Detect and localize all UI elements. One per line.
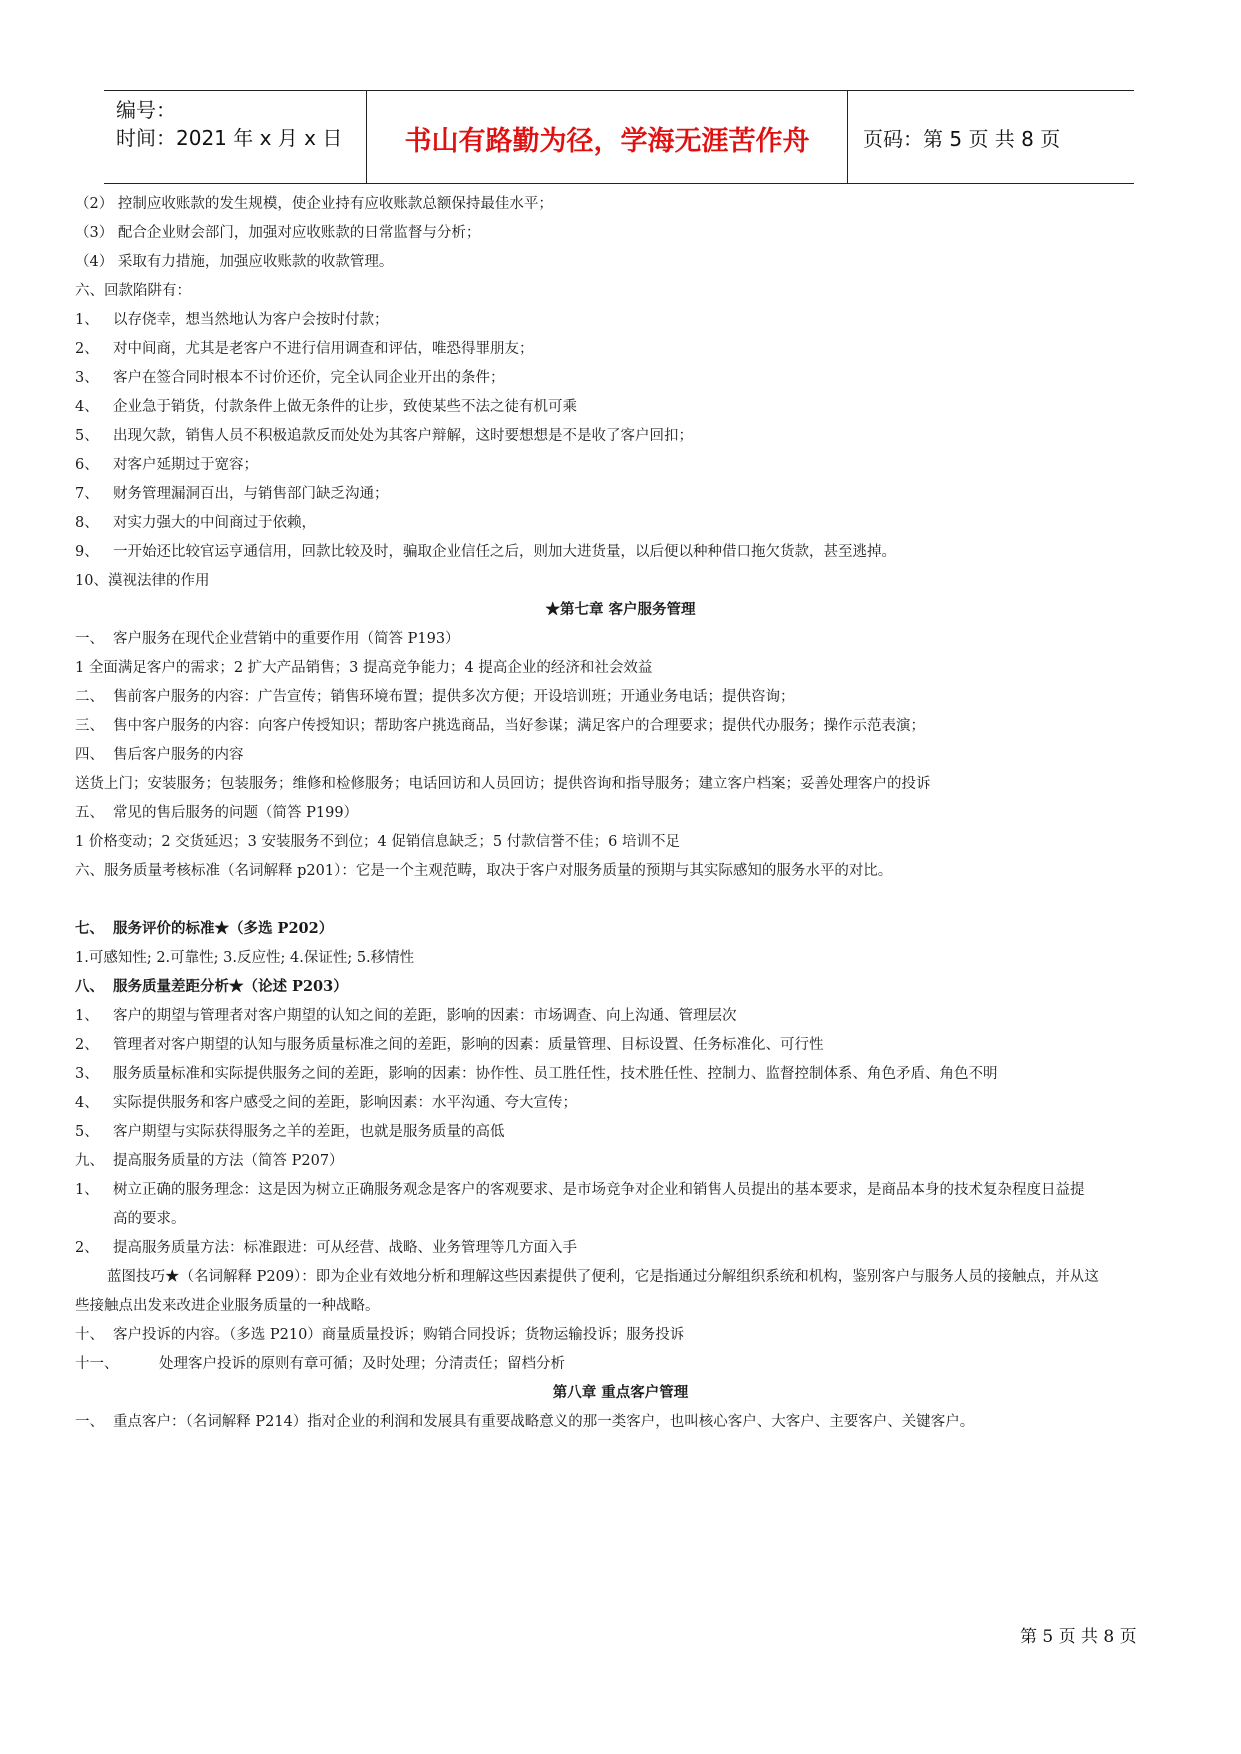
list-text: 对客户延期过于宽容； (113, 457, 258, 473)
list-item (75, 1123, 505, 1141)
list-number: 5、 (75, 428, 99, 444)
list-text: 实际提供服务和客户感受之间的差距，影响因素：水平沟通、夸大宣传； (113, 1095, 577, 1111)
section-text: 客户投诉的内容。（多选 P210）商量质量投诉；购销合同投诉；货物运输投诉；服务投诉 (113, 1327, 685, 1343)
list-number: 9、 (75, 544, 99, 560)
list-text: 管理者对客户期望的认知与服务质量标准之间的差距，影响的因素：质量管理、目标设置、任务标准化、可行性 (113, 1037, 824, 1053)
list-number: 4、 (75, 399, 99, 415)
list-number: 4、 (75, 1095, 99, 1111)
list-number: 2、 (75, 1240, 99, 1256)
list-text: 客户在签合同时根本不讨价还价，完全认同企业开出的条件； (113, 370, 505, 386)
list-item (75, 398, 577, 416)
list-text: 对中间商，尤其是老客户不进行信用调查和评估，唯恐得罪朋友； (113, 341, 534, 357)
list-number: 3、 (75, 1066, 99, 1082)
section-text: 售中客户服务的内容：向客户传授知识；帮助客户挑选商品，当好参谋；满足客户的合理要求；提供代办服务；操作示范表演； (113, 718, 925, 734)
list-item (75, 514, 316, 532)
list-item (75, 456, 258, 474)
list-number: 8、 (75, 515, 99, 531)
list-text: 服务质量标准和实际提供服务之间的差距，影响的因素：协作性、员工胜任性，技术胜任性、控制力、监督控制体系、角色矛盾、角色不明 (113, 1066, 998, 1082)
section-item (75, 1326, 684, 1344)
section-number: 一、 (75, 631, 104, 647)
body-line: 送货上门；安装服务；包装服务；维修和检修服务；电话回访和人员回访；提供咨询和指导服务；建立客户档案；妥善处理客户的投诉 (75, 776, 931, 792)
list-item (75, 1181, 1085, 1199)
section-item (75, 630, 460, 648)
section-text: 服务评价的标准★（多选 P202） (113, 920, 334, 937)
list-item (75, 311, 389, 329)
section-item (75, 1152, 344, 1170)
body-line: （2） 控制应收账款的发生规模，使企业持有应收账款总额保持最佳水平； (75, 196, 553, 212)
body-line: 六、回款陷阱有： (75, 283, 191, 299)
section-number: 十、 (75, 1327, 104, 1343)
section-number: 十一、 (75, 1356, 119, 1372)
list-item (75, 1094, 577, 1112)
list-item (75, 543, 896, 561)
body-line: 1 价格变动；2 交货延迟；3 安装服务不到位；4 促销信息缺乏；5 付款信誉不佳；6 培训不足 (75, 834, 681, 850)
section-number: 七、 (75, 920, 104, 937)
body-line: （4） 采取有力措施，加强应收账款的收款管理。 (75, 254, 394, 270)
section-number: 三、 (75, 718, 104, 734)
header-motto: 书山有路勤为径，学海无涯苦作舟 (404, 126, 810, 157)
list-item (75, 427, 693, 445)
list-item (75, 1007, 737, 1025)
body-line: 1 全面满足客户的需求；2 扩大产品销售；3 提高竞争能力；4 提高企业的经济和社会效益 (75, 660, 653, 676)
body-line: 1.可感知性; 2.可靠性; 3.反应性; 4.保证性; 5.移情性 (75, 950, 415, 966)
list-text: 以存侥幸，想当然地认为客户会按时付款； (113, 312, 389, 328)
section-number: 四、 (75, 747, 104, 763)
list-text: 提高服务质量方法：标准跟进：可从经营、战略、业务管理等几方面入手 (113, 1240, 577, 1256)
list-item (75, 1036, 824, 1054)
list-item (75, 485, 389, 503)
section-item (75, 717, 925, 735)
section-item (75, 920, 333, 938)
section-item (75, 1355, 565, 1373)
list-text: 出现欠款，销售人员不积极追款反而处处为其客户辩解，这时要想想是不是收了客户回扣； (113, 428, 693, 444)
list-text: 客户的期望与管理者对客户期望的认知之间的差距，影响的因素：市场调查、向上沟通、管理层次 (113, 1008, 737, 1024)
list-item (75, 369, 505, 387)
blueprint-definition: 蓝图技巧★（名词解释 P209）：即为企业有效地分析和理解这些因素提供了便利，它是指通过分解组织系统和机构，鉴别客户与服务人员的接触点，并从这 (107, 1269, 1099, 1285)
list-number: 2、 (75, 341, 99, 357)
section-text: 处理客户投诉的原则有章可循；及时处理；分清责任；留档分析 (159, 1356, 565, 1372)
section-item (75, 746, 244, 764)
section-item (75, 1413, 974, 1431)
section-text: 常见的售后服务的问题（简答 P199） (113, 805, 359, 821)
section-text: 售后客户服务的内容 (113, 747, 244, 763)
section-number: 八、 (75, 978, 104, 995)
list-number: 2、 (75, 1037, 99, 1053)
section-text: 服务质量差距分析★（论述 P203） (113, 978, 348, 995)
chapter-heading: 第八章 重点客户管理 (552, 1384, 689, 1401)
section-text: 客户服务在现代企业营销中的重要作用（简答 P193） (113, 631, 460, 647)
list-item (75, 1239, 577, 1257)
section-item (75, 804, 358, 822)
list-number: 7、 (75, 486, 99, 502)
section-text: 提高服务质量的方法（简答 P207） (113, 1153, 344, 1169)
document-time-label: 时间：2021 年 x 月 x 日 (116, 126, 343, 150)
body-line: 10、漠视法律的作用 (75, 573, 210, 589)
list-item (75, 340, 534, 358)
list-text: 财务管理漏洞百出，与销售部门缺乏沟通； (113, 486, 389, 502)
list-number: 6、 (75, 457, 99, 473)
section-number: 五、 (75, 805, 104, 821)
body-line-continuation: 高的要求。 (113, 1211, 186, 1227)
document-number-label: 编号： (116, 98, 176, 122)
list-number: 1、 (75, 312, 99, 328)
section-number: 一、 (75, 1414, 104, 1430)
list-text: 企业急于销货，付款条件上做无条件的让步，致使某些不法之徒有机可乘 (113, 399, 577, 415)
list-number: 3、 (75, 370, 99, 386)
list-text: 客户期望与实际获得服务之羊的差距，也就是服务质量的高低 (113, 1124, 505, 1140)
section-text: 重点客户：（名词解释 P214）指对企业的利润和发展具有重要战略意义的那一类客户，也叫核心客户、大客户、主要客户、关键客户。 (113, 1414, 975, 1430)
body-line: （3） 配合企业财会部门，加强对应收账款的日常监督与分析； (75, 225, 481, 241)
body-line: 六、服务质量考核标准（名词解释 p201）：它是一个主观范畴，取决于客户对服务质量的预期与其实际感知的服务水平的对比。 (75, 863, 893, 879)
list-number: 5、 (75, 1124, 99, 1140)
body-line-continuation: 些接触点出发来改进企业服务质量的一种战略。 (75, 1298, 380, 1314)
list-number: 1、 (75, 1008, 99, 1024)
list-text: 对实力强大的中间商过于依赖， (113, 515, 316, 531)
list-number: 1、 (75, 1182, 99, 1198)
section-item (75, 978, 348, 996)
section-item (75, 688, 795, 706)
list-text: 树立正确的服务理念：这是因为树立正确服务观念是客户的客观要求、是市场竞争对企业和销售人员提出的基本要求，是商品本身的技术复杂程度日益提 (113, 1182, 1085, 1198)
section-text: 售前客户服务的内容：广告宣传；销售环境布置；提供多次方便；开设培训班；开通业务电话；提供咨询； (113, 689, 795, 705)
header-page-code: 页码：第 5 页 共 8 页 (863, 127, 1061, 151)
list-text: 一开始还比较官运亨通信用，回款比较及时，骗取企业信任之后，则加大进货量，以后便以种种借口拖欠货款，甚至逃掉。 (113, 544, 896, 560)
page-footer: 第 5 页 共 8 页 (1020, 1627, 1137, 1647)
section-number: 九、 (75, 1153, 104, 1169)
chapter-heading: ★第七章 客户服务管理 (545, 601, 696, 618)
section-number: 二、 (75, 689, 104, 705)
list-item (75, 1065, 998, 1083)
